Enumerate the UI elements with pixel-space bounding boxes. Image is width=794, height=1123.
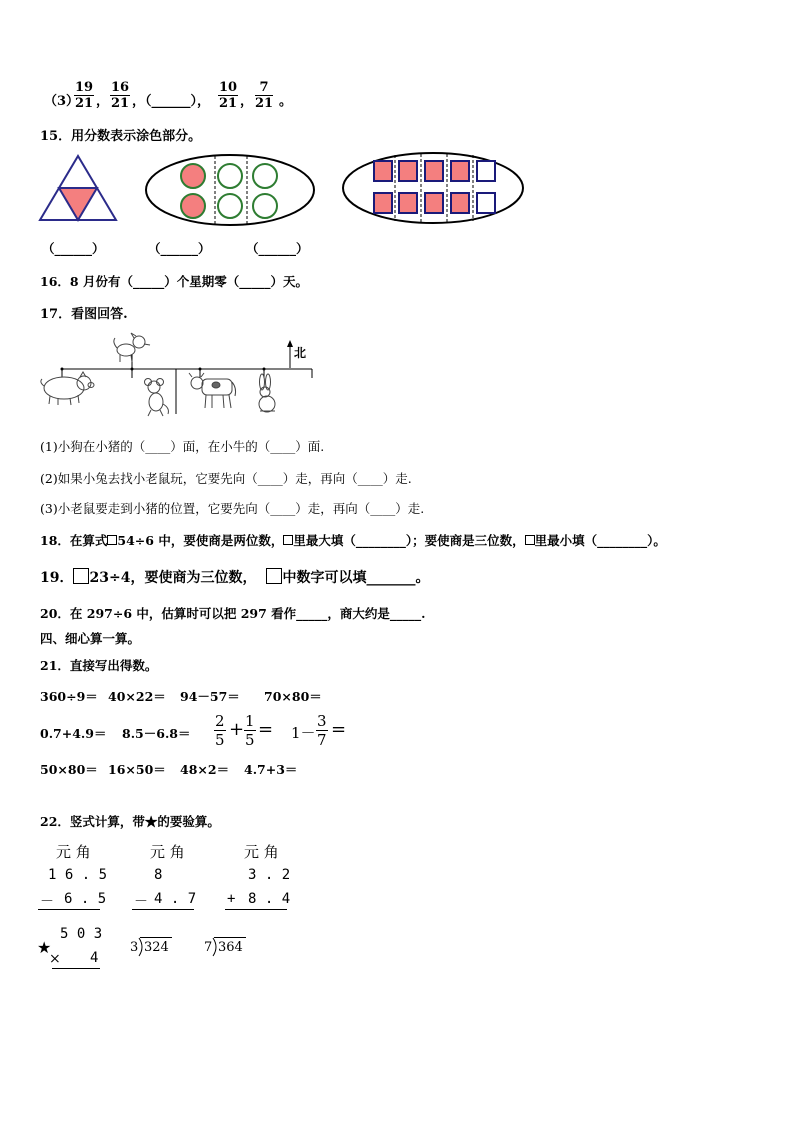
oval-squares-figure (340, 150, 526, 226)
minus-sign: － (134, 894, 148, 910)
north-label: 北 (294, 346, 307, 360)
q16-text: 16．8 月份有（_____）个星期零（_____）天。 (40, 274, 308, 289)
mul-bottom: 4 (90, 950, 99, 966)
answer-line (132, 909, 194, 910)
q15-blank-3[interactable]: （______） (246, 241, 309, 256)
q17-title: 17．看图回答. (40, 307, 128, 322)
vertical-top: 1 6 . 5 (48, 867, 108, 883)
calc-item: 360÷9＝ (40, 689, 98, 704)
animal-position-diagram (36, 330, 326, 420)
dividend: 364 (218, 940, 243, 955)
mouse-icon (145, 379, 169, 417)
digit-box[interactable] (266, 568, 282, 584)
q15-blank-2[interactable]: （______） (148, 241, 211, 256)
divisor: 7 (204, 940, 213, 955)
section-4-title: 四、细心算一算。 (40, 631, 141, 646)
answer-line (38, 909, 100, 910)
digit-box[interactable] (107, 535, 117, 545)
minus-sign: － (40, 894, 54, 910)
oval-circles-figure (143, 152, 317, 228)
plus-sign: + (229, 719, 245, 740)
vertical-bottom: 8 . 4 (248, 891, 291, 907)
calc-item: 50×80＝ (40, 762, 98, 777)
answer-line (225, 909, 287, 910)
column-header: 元 角 (150, 843, 185, 861)
q20-text: 20．在 297÷6 中，估算时可以把 297 看作_____，商大约是_____. (40, 606, 426, 621)
vertical-top: 3 . 2 (248, 867, 291, 883)
one-minus: 1－ (291, 724, 316, 742)
fraction-16-21: $\frac{16}{21}$ (111, 80, 130, 111)
q14-3-label: （3） (44, 94, 80, 109)
calc-item: 40×22＝ (108, 689, 166, 704)
column-header: 元 角 (56, 843, 91, 861)
fraction-2-5: $\frac{2}{5}$ (215, 712, 225, 749)
equals-sign: = (331, 719, 347, 740)
pig-icon (41, 372, 94, 405)
calc-item: 0.7+4.9＝ (40, 726, 107, 741)
fraction-10-21: $\frac{10}{21}$ (219, 80, 238, 111)
period: 。 (279, 94, 293, 109)
shaded-triangle-figure (36, 154, 120, 224)
division-bar (140, 937, 172, 938)
calc-item: 94－57＝ (180, 689, 240, 704)
cow-icon (189, 373, 236, 408)
q18-text: 18．在算式 54÷6 中，要使商是两位数， 里最大填（________）；要使商是三位数， 里最小填（________）。 (40, 533, 666, 548)
separator: ， (240, 94, 254, 109)
q15-title: 15．用分数表示涂色部分。 (40, 129, 202, 144)
digit-box[interactable] (525, 535, 535, 545)
digit-box[interactable] (73, 568, 89, 584)
division-bar (214, 937, 246, 938)
vertical-bottom: 4 . 7 (154, 891, 197, 907)
vertical-bottom: 6 . 5 (64, 891, 107, 907)
calc-item: 16×50＝ (108, 762, 166, 777)
divisor: 3 (130, 940, 139, 955)
calc-item: 70×80＝ (264, 689, 322, 704)
plus-sign: + (227, 891, 236, 907)
fraction-3-7: $\frac{3}{7}$ (317, 712, 327, 749)
fraction-19-21: $\frac{19}{21}$ (75, 80, 94, 111)
fraction-7-21: $\frac{7}{21}$ (255, 80, 274, 111)
fraction-1-5: $\frac{1}{5}$ (245, 712, 255, 749)
q21-title: 21．直接写出得数。 (40, 658, 158, 673)
q17-line-3: (3)小老鼠要走到小猪的位置，它要先向（____）走，再向（____）走. (40, 501, 425, 516)
q17-line-1: (1)小狗在小猪的（____）面，在小牛的（____）面. (40, 439, 325, 454)
dividend: 324 (144, 940, 169, 955)
answer-line (52, 968, 100, 969)
calc-item: 48×2＝ (180, 762, 230, 777)
mul-top: 5 0 3 (60, 926, 103, 942)
column-header: 元 角 (244, 843, 279, 861)
q17-line-2: (2)如果小兔去找小老鼠玩，它要先向（____）走，再向（____）走. (40, 471, 412, 486)
vertical-top: 8 (154, 867, 163, 883)
equals-sign: = (258, 719, 274, 740)
star-icon: ★ (37, 938, 52, 957)
separator: ， (96, 94, 110, 109)
times-sign: × (49, 951, 61, 967)
calc-item: 4.7+3＝ (244, 762, 298, 777)
calc-item: 8.5－6.8＝ (122, 726, 191, 741)
q15-blank-1[interactable]: （______） (42, 241, 105, 256)
q22-title: 22．竖式计算，带★的要验算。 (40, 814, 220, 829)
rabbit-icon (259, 374, 275, 412)
q19-text: 19． 23÷4，要使商为三位数， 中数字可以填_______。 (40, 570, 430, 586)
answer-blank[interactable]: ，（______）， (132, 94, 211, 109)
digit-box[interactable] (283, 535, 293, 545)
